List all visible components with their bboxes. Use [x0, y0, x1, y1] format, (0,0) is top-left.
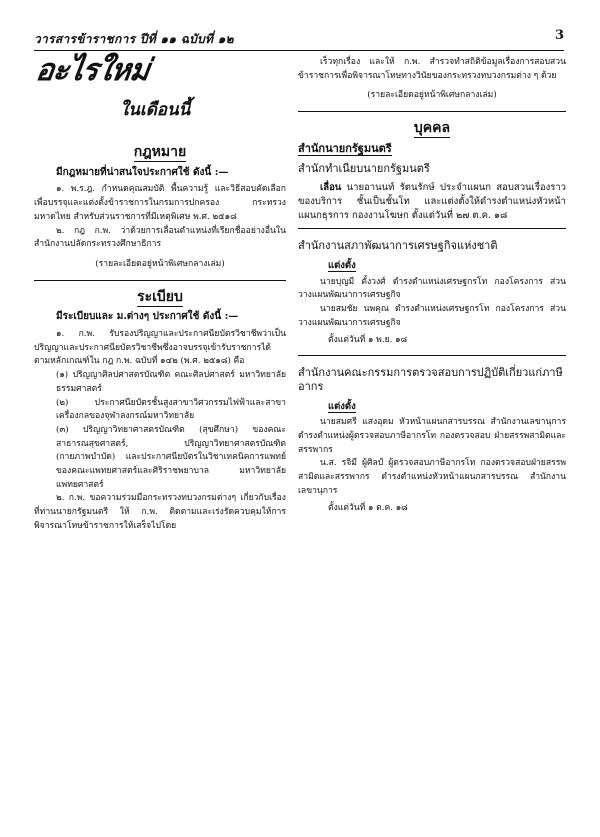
org-subheading: สำนักงานคณะกรรมการตรวจสอบการปฏิบัติเกี่ยวแก่ภาษีอากร: [298, 366, 563, 393]
law-note: (รายละเอียดอยู่หน้าพิเศษกลางเล่ม): [95, 258, 225, 269]
section-divider: [34, 280, 286, 281]
masthead-small: ในเดือนนี้: [120, 100, 191, 120]
effective-date: ตั้งแต่วันที่ ๑ พ.ย. ๑๘: [328, 334, 408, 345]
appointment-entry: น.ส. รจิมี ผู้ศิลป์ ผู้ตรวจสอบภาษีอากรโท กองตรวจสอบฝ่ายสรรพสามิตและสรรพากร ดำรงตำแหน่งหัวหน้าแผนกสารบรรณ สำนักงานเลขานุการ: [298, 458, 566, 496]
header-rule: [34, 50, 564, 51]
continuation-note: (รายละเอียดอยู่หน้าพิเศษกลางเล่ม): [367, 90, 497, 101]
org-subheading: สำนักงานสภาพัฒนาการเศรษฐกิจแห่งชาติ: [298, 239, 498, 253]
regulation-heading: ระเบียบ: [137, 288, 183, 305]
org-subheading: สำนักทำเนียบนายกรัฐมนตรี: [298, 161, 430, 175]
effective-date: ตั้งแต่วันที่ ๑ ต.ค. ๑๘: [328, 502, 408, 513]
law-heading: กฎหมาย: [133, 144, 187, 160]
appointment-label: แต่งตั้ง: [328, 400, 356, 412]
section-divider: [298, 111, 566, 112]
appointment-label: เลื่อน: [320, 182, 342, 194]
appointment-entry: นายบุญมี ตั้งวงศ์ ดำรงตำแหน่งเศรษฐกรโท กองโครงการ ส่วนวางแผนพัฒนาการเศรษฐกิจ: [298, 276, 566, 301]
regulation-item: ๑. ก.พ. รับรองปริญญาและประกาศนียบัตรวิชาชีพว่าเป็นปริญญาและประกาศนียบัตรวิชาชีพซึ่งอาจบรรจุเข้ารับราชการได้ตามหลักเกณฑ์ใน กฎ ก.พ. ฉบับที่ ๑๔๒ (พ.ศ. ๒๕๑๘) คือ: [34, 329, 286, 367]
page-header: [34, 30, 564, 50]
regulation-subitem: (๑) ปริญญาศิลปศาสตรบัณฑิต คณะศิลปศาสตร์ มหาวิทยาลัยธรรมศาสตร์: [56, 370, 286, 394]
continuation-text: เร็วทุกเรื่อง และให้ ก.พ. สำรวจทำสถิติข้อมูลเรื่องการสอบสวนข้าราชการเพื่อพิจารณาโทษทางวินัยของกระทรวงทบวงกรมต่าง ๆ ด้วย: [298, 57, 566, 81]
page-number: 3: [554, 28, 564, 43]
journal-title: วารสารข้าราชการ ปีที่ ๑๑ ฉบับที่ ๑๒: [34, 32, 234, 46]
regulation-lead: มีระเบียบและ ม.ต่างๆ ประกาศใช้ ดังนี้ :—: [56, 311, 239, 323]
personnel-heading: บุคคล: [413, 120, 451, 137]
right-column: [298, 56, 566, 523]
regulation-subitem: (๓) ปริญญาวิทยาศาสตรบัณฑิต (สุขศึกษา) ของคณะสาธารณสุขศาสตร์, ปริญญาวิทยาศาสตรบัณฑิต (กายภาพบำบัด) และประกาศนียบัตรในวิชาเทคนิคการแพทย์ ของคณะแพทยศาสตร์และศิริราชพยาบาล มหาวิทยาลัยแพทยศาสตร์: [56, 424, 286, 490]
org-heading: สำนักนายกรัฐมนตรี: [298, 141, 392, 155]
masthead-big: อะไรใหม่: [33, 53, 152, 88]
section-divider: [298, 228, 566, 229]
left-column: [33, 53, 286, 534]
masthead-logo: [33, 53, 286, 142]
regulation-item: ๒. ก.พ. ขอความร่วมมือกระทรวงทบวงกรมต่างๆ เกี่ยวกับเรื่องที่ท่านนายกรัฐมนตรี ให้ ก.พ. ติดตามและเร่งรัดควบคุมให้การพิจารณาโทษข้าราชการให้เสร็จไปโดย: [34, 493, 286, 531]
appointment-label: แต่งตั้ง: [328, 260, 356, 272]
appointment-entry: นายสมชัย นพคุณ ดำรงตำแหน่งเศรษฐกรโท กองโครงการ ส่วนวางแผนพัฒนาการเศรษฐกิจ: [298, 304, 566, 328]
section-divider: [298, 355, 566, 356]
appointment-entry: [298, 181, 566, 222]
law-item: ๑. พ.ร.ฎ. กำหนดคุณสมบัติ พื้นความรู้ และวิธีสอบคัดเลือก เพื่อบรรจุและแต่งตั้งข้าราชการในกรมการปกครอง กระทรวงมหาดไทย สำหรับส่วนราชการที่มีเหตุพิเศษ พ.ศ. ๒๕๑๘: [34, 184, 286, 222]
appointment-entry: นายสมศรี แสงอุดม หัวหน้าแผนกสารบรรณ สำนักงานเลขานุการ ดำรงตำแหน่งผู้ตรวจสอบภาษีอากรโท กองตรวจสอบ ฝ่ายสรรพสามิตและสรรพากร: [298, 417, 566, 455]
regulation-subitem: (๒) ประกาศนียบัตรชั้นสูงสาขาวิศวกรรมไฟฟ้าและสาขาเครื่องกลของจุฬาลงกรณ์มหาวิทยาลัย: [56, 397, 286, 422]
law-lead: มีกฎหมายที่น่าสนใจประกาศใช้ ดังนี้ :—: [56, 166, 229, 178]
law-item: ๒. กฎ ก.พ. ว่าด้วยการเลื่อนตำแหน่งที่เรียกชื่ออย่างอื่นในสำนักงานปลัดกระทรวงศึกษาธิการ: [34, 225, 286, 250]
appointment-body: นายอานนท์ รัตนรักษ์ ประจำแผนก สอบสวนเรื่องราวของบริการ ชั้นเป็นชั้นโท และแต่งตั้งให้ดำรงตำแหน่งหัวหน้าแผนกธุรการ กองงานโฆษก ตั้งแต่วันที่ ๒๗ ต.ค. ๑๘: [298, 182, 567, 221]
